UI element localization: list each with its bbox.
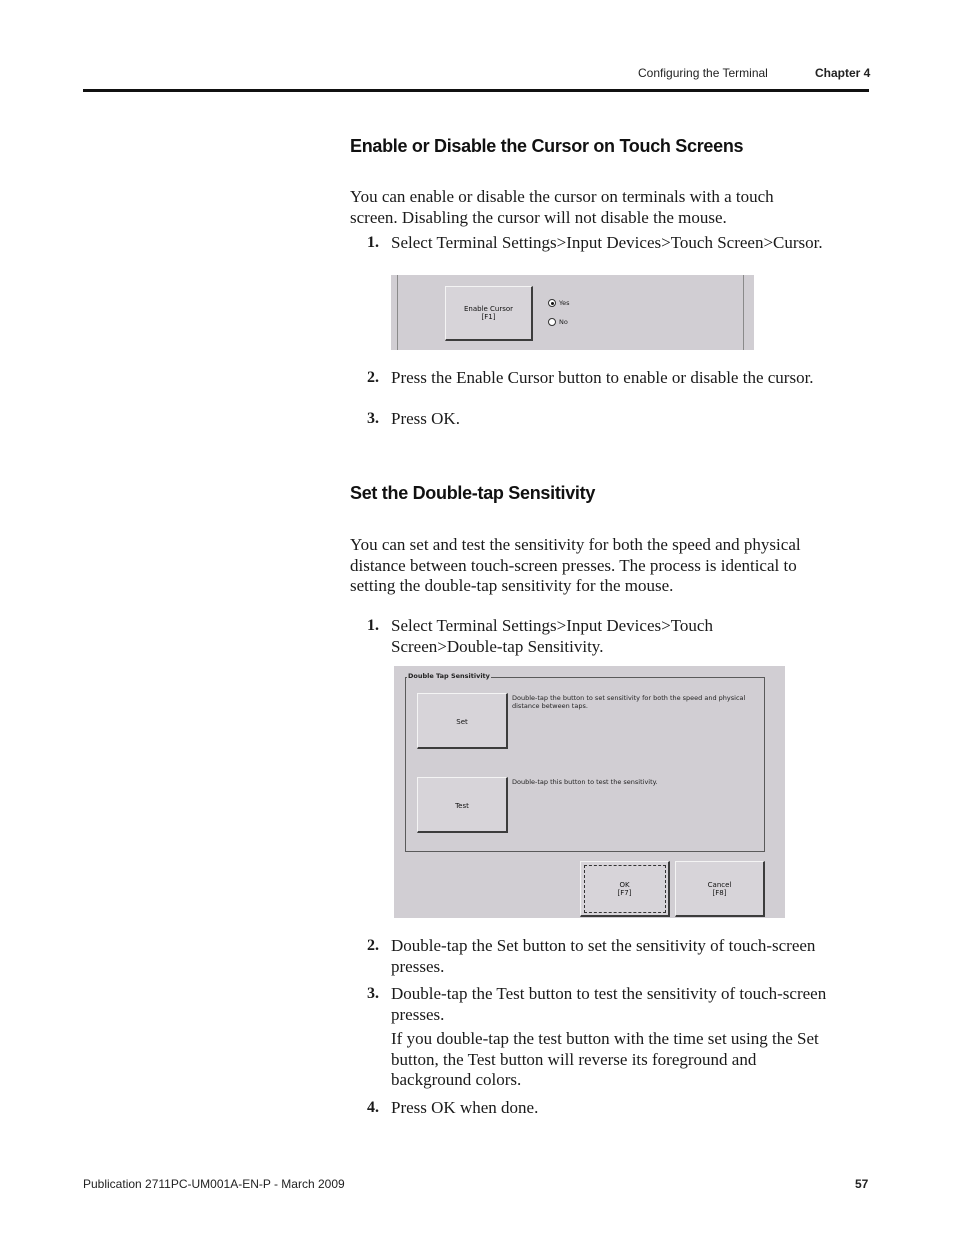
note-line: background colors. — [391, 1070, 522, 1089]
step-number: 3. — [367, 410, 379, 427]
radio-no[interactable] — [548, 318, 556, 326]
step-note — [391, 1029, 871, 1091]
radio-yes[interactable] — [548, 299, 556, 307]
description-line: distance between taps. — [512, 702, 588, 710]
step-text — [391, 616, 871, 657]
step-number: 4. — [367, 1099, 379, 1116]
set-button[interactable] — [417, 693, 508, 749]
step-line: Double-tap the Test button to test the sensitivity of touch-screen — [391, 984, 827, 1003]
intro-line: You can set and test the sensitivity for both the speed and physical — [350, 535, 801, 554]
page-number: 57 — [855, 1177, 869, 1191]
section2-intro — [350, 535, 870, 597]
group-box-title: Double Tap Sensitivity — [408, 672, 490, 680]
description-line: Double-tap the button to set sensitivity for both the speed and physical — [512, 694, 746, 702]
set-description — [512, 694, 762, 710]
radio-no-label: No — [559, 318, 568, 326]
radio-yes-label: Yes — [559, 299, 570, 307]
step-text: Select Terminal Settings>Input Devices>Touch Screen>Cursor. — [391, 233, 823, 252]
section-title-cursor: Enable or Disable the Cursor on Touch Screens — [350, 136, 744, 156]
section1-intro — [350, 187, 870, 228]
running-header-section: Configuring the Terminal — [638, 66, 768, 80]
section-title-double-tap: Set the Double-tap Sensitivity — [350, 483, 596, 503]
button-key: [F1] — [481, 313, 496, 321]
step-text: Press the Enable Cursor button to enable or disable the cursor. — [391, 368, 814, 387]
panel-border-right — [743, 275, 744, 350]
test-button-label: Test — [455, 802, 469, 810]
step-number: 1. — [367, 234, 379, 251]
enable-cursor-button[interactable] — [445, 286, 533, 341]
cancel-button[interactable] — [675, 861, 765, 917]
running-header-chapter: Chapter 4 — [815, 66, 871, 80]
step-text: Press OK. — [391, 409, 460, 428]
step-number: 2. — [367, 937, 379, 954]
enable-cursor-screenshot — [391, 275, 754, 350]
cancel-key: [F8] — [712, 889, 727, 897]
step-number: 2. — [367, 369, 379, 386]
step-line: Double-tap the Set button to set the sensitivity of touch-screen — [391, 936, 816, 955]
step-text — [391, 936, 871, 977]
ok-key: [F7] — [617, 889, 632, 897]
step-line: Screen>Double-tap Sensitivity. — [391, 636, 604, 656]
step-line: Select Terminal Settings>Input Devices>Touch — [391, 616, 713, 635]
note-line: button, the Test button will reverse its foreground and — [391, 1049, 757, 1069]
step-line: presses. — [391, 1004, 445, 1024]
set-button-label: Set — [456, 718, 468, 726]
step-line: presses. — [391, 956, 445, 976]
step-text — [391, 984, 871, 1025]
intro-line: distance between touch-screen presses. The process is identical to — [350, 555, 797, 575]
panel-border-left — [397, 275, 398, 350]
footer-publication: Publication 2711PC-UM001A-EN-P - March 2009 — [83, 1177, 345, 1191]
double-tap-screenshot — [394, 666, 785, 918]
test-button[interactable] — [417, 777, 508, 833]
step-number: 3. — [367, 985, 379, 1002]
intro-line: screen. Disabling the cursor will not disable the mouse. — [350, 207, 727, 227]
ok-label: OK — [619, 881, 630, 889]
button-label: Enable Cursor — [463, 305, 514, 313]
ok-button[interactable] — [580, 861, 670, 917]
test-description: Double-tap this button to test the sensitivity. — [512, 778, 658, 786]
intro-line: setting the double-tap sensitivity for the mouse. — [350, 576, 674, 595]
cancel-label: Cancel — [707, 881, 732, 889]
step-number: 1. — [367, 617, 379, 634]
intro-line: You can enable or disable the cursor on terminals with a touch — [350, 187, 774, 206]
header-rule — [83, 89, 869, 92]
step-text: Press OK when done. — [391, 1098, 539, 1117]
note-line: If you double-tap the test button with the time set using the Set — [391, 1029, 819, 1048]
